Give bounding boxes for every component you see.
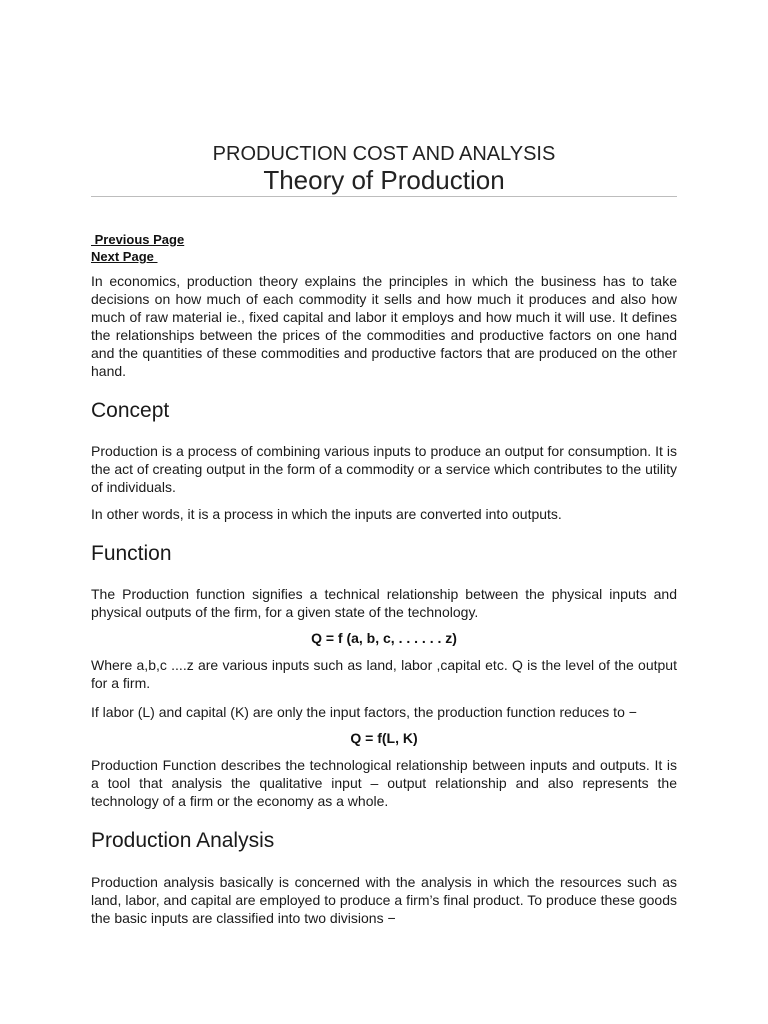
title-divider: [91, 196, 677, 197]
reduced-function-formula: Q = f(L, K): [350, 730, 418, 746]
concept-paragraph-1: Production is a process of combining various inputs to produce an output for consumption. It is the act of creating output in the form of a commodity or a service which contributes to the utility of individuals.: [91, 443, 677, 495]
next-page-link[interactable]: Next Page: [91, 249, 158, 264]
production-analysis-paragraph: Production analysis basically is concerned with the analysis in which the resources such as land, labor, and capital are employed to produce a firm’s final product. To produce these goods the basic inputs are classified into two divisions −: [91, 874, 677, 926]
production-function-formula: Q = f (a, b, c, . . . . . . z): [311, 630, 457, 646]
document-subtitle: PRODUCTION COST AND ANALYSIS: [212, 143, 556, 165]
intro-paragraph: In economics, production theory explains the principles in which the business has to take decisions on how much of each commodity it sells and how much it produces and also how much of raw material ie., fixed capital and labor it employs and how much it will use. It defines the relationships between the prices of the commodities and productive factors on one hand and the quantities of these commodities and productive factors that are produced on the other hand.: [91, 273, 677, 379]
function-paragraph-4: Production Function describes the technological relationship between inputs and outputs. It is a tool that analysis the qualitative input – output relationship and also represents the technology of a firm or the economy as a whole.: [91, 757, 677, 809]
document-title: Theory of Production: [263, 165, 505, 195]
function-paragraph-3: If labor (L) and capital (K) are only the input factors, the production function reduces to −: [91, 704, 637, 720]
previous-page-link[interactable]: Previous Page: [91, 232, 185, 247]
concept-paragraph-2: In other words, it is a process in which the inputs are converted into outputs.: [91, 506, 562, 522]
concept-heading: Concept: [91, 399, 170, 422]
function-paragraph-2: Where a,b,c ....z are various inputs such as land, labor ,capital etc. Q is the level of the output for a firm.: [91, 657, 677, 691]
production-analysis-heading: Production Analysis: [91, 829, 275, 852]
function-paragraph-1: The Production function signifies a technical relationship between the physical inputs and physical outputs of the firm, for a given state of the technology.: [91, 586, 677, 620]
function-heading: Function: [91, 542, 172, 565]
